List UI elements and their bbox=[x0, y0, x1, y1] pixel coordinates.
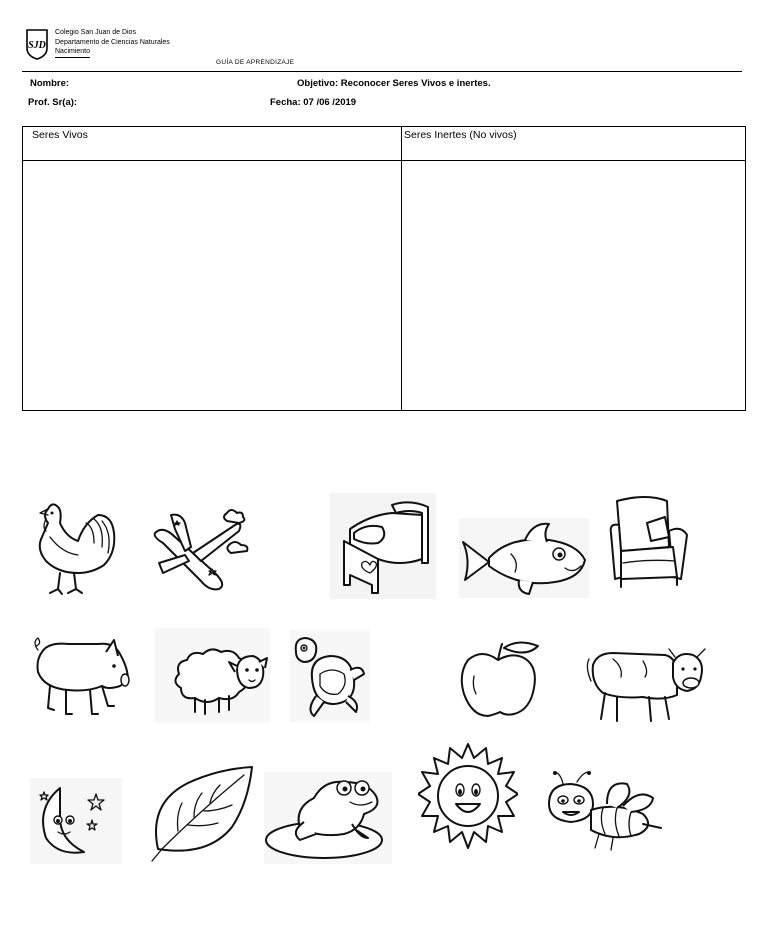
leaf-icon[interactable] bbox=[148, 763, 256, 863]
sun-icon[interactable] bbox=[418, 740, 518, 858]
moon-icon[interactable] bbox=[30, 778, 122, 864]
living-beings-header: Seres Vivos bbox=[23, 127, 402, 161]
school-info bbox=[55, 28, 170, 58]
classification-table bbox=[22, 126, 746, 411]
armchair-icon[interactable] bbox=[607, 493, 691, 593]
campus-name: Nacimiento bbox=[55, 47, 90, 58]
pig-icon[interactable] bbox=[28, 628, 130, 720]
guide-title: GUÍA DE APRENDIZAJE bbox=[216, 59, 295, 66]
bed-icon[interactable] bbox=[330, 493, 436, 599]
bee-icon[interactable] bbox=[543, 770, 678, 862]
name-label: Nombre: bbox=[30, 78, 70, 89]
sheep-icon[interactable] bbox=[155, 628, 270, 723]
inert-beings-cell[interactable] bbox=[402, 161, 746, 411]
department-name: Departamento de Ciencias Naturales bbox=[55, 38, 170, 46]
living-beings-cell[interactable] bbox=[23, 161, 402, 411]
rooster-icon[interactable] bbox=[28, 493, 116, 599]
frog-icon[interactable] bbox=[264, 772, 392, 864]
objective-label: Objetivo: Reconocer Seres Vivos e inertes. bbox=[297, 78, 491, 89]
inert-beings-header: Seres Inertes (No vivos) bbox=[402, 127, 746, 161]
cow-icon[interactable] bbox=[583, 637, 707, 727]
school-name: Colegio San Juan de Dios bbox=[55, 29, 136, 36]
turtle-icon[interactable] bbox=[290, 630, 370, 722]
airplane-icon[interactable] bbox=[145, 503, 257, 599]
date-label: Fecha: 07 /06 /2019 bbox=[270, 97, 357, 108]
apple-icon[interactable] bbox=[458, 640, 544, 720]
svg-text:SJD: SJD bbox=[28, 40, 46, 51]
header-divider bbox=[22, 71, 742, 72]
school-logo bbox=[25, 28, 49, 60]
fish-icon[interactable] bbox=[459, 518, 589, 598]
teacher-label: Prof. Sr(a): bbox=[28, 97, 78, 108]
